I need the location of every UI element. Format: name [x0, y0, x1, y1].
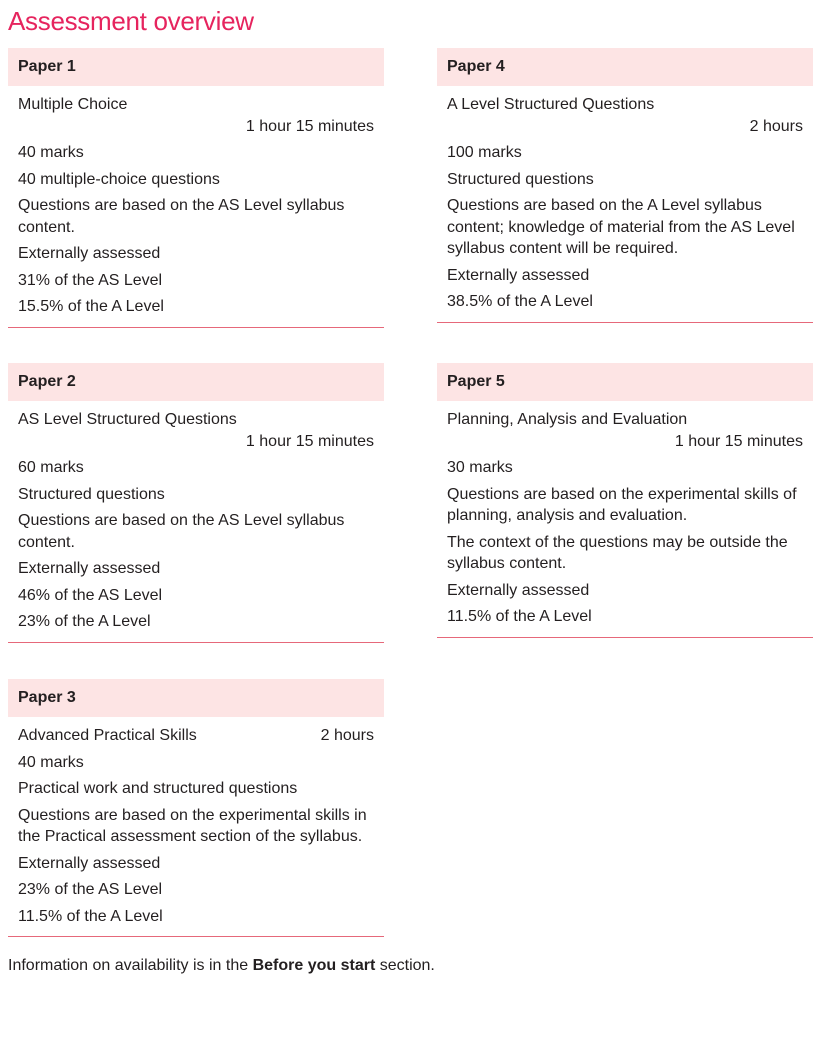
- paper-4-marks: 100 marks: [447, 144, 522, 161]
- paper-5-heading: Paper 5: [437, 363, 813, 401]
- page-title: Assessment overview: [8, 6, 254, 36]
- paper-3-format: Practical work and structured questions: [18, 780, 298, 797]
- paper-1-marks: 40 marks: [18, 144, 84, 161]
- paper-2-assessment: Externally assessed: [18, 560, 161, 577]
- paper-2-content: Questions are based on the AS Level syllabus content.: [18, 512, 345, 551]
- paper-4-a-weighting: 38.5% of the A Level: [447, 293, 593, 310]
- paper-5-name: Planning, Analysis and Evaluation: [447, 411, 688, 428]
- paper-2-marks: 60 marks: [18, 459, 84, 476]
- availability-footnote: [8, 957, 435, 975]
- paper-1-name: Multiple Choice: [18, 96, 128, 113]
- paper-4-card: [437, 48, 813, 323]
- paper-2-a-weighting: 23% of the A Level: [18, 613, 151, 630]
- footnote-text-after: section.: [375, 957, 435, 974]
- paper-4-name: A Level Structured Questions: [447, 96, 655, 113]
- paper-3-as-weighting: 23% of the AS Level: [18, 881, 163, 898]
- paper-5-context: The context of the questions may be outside the syllabus content.: [447, 533, 788, 572]
- paper-3-content: Questions are based on the experimental skills in the Practical assessment section of the syllabus.: [18, 806, 367, 845]
- paper-1-a-weighting: 15.5% of the A Level: [18, 298, 164, 315]
- paper-4-assessment: Externally assessed: [447, 266, 590, 284]
- paper-1-assessment: Externally assessed: [18, 245, 161, 262]
- paper-4-content: Questions are based on the A Level syllabus content; knowledge of material from the AS Level syllabus content will be required.: [447, 197, 795, 257]
- paper-3-a-weighting: 11.5% of the A Level: [18, 907, 163, 925]
- paper-5-card: [437, 363, 813, 638]
- footnote-text-before: Information on availability is in the: [8, 957, 253, 974]
- paper-1-content: Questions are based on the AS Level syllabus content.: [18, 197, 345, 236]
- paper-4-heading: Paper 4: [437, 48, 813, 86]
- paper-2-format: Structured questions: [18, 485, 165, 503]
- paper-1-duration: 1 hour 15 minutes: [245, 117, 374, 135]
- paper-1-heading: Paper 1: [8, 48, 384, 86]
- paper-2-heading: Paper 2: [8, 363, 384, 401]
- paper-3-card: [8, 679, 384, 937]
- paper-3-duration: 2 hours: [320, 727, 374, 744]
- paper-1-as-weighting: 31% of the AS Level: [18, 271, 163, 289]
- paper-5-marks: 30 marks: [447, 459, 513, 476]
- paper-1-format: 40 multiple-choice questions: [18, 170, 220, 188]
- paper-5-a-weighting: 11.5% of the A Level: [447, 608, 592, 625]
- paper-1-card: [8, 48, 384, 328]
- before-you-start-reference: Before you start: [252, 957, 376, 974]
- paper-5-content: Questions are based on the experimental skills of planning, analysis and evaluation.: [447, 485, 797, 524]
- paper-3-name: Advanced Practical Skills: [18, 727, 197, 744]
- paper-3-heading: Paper 3: [8, 679, 384, 717]
- paper-3-marks: 40 marks: [18, 753, 84, 771]
- paper-4-duration: 2 hours: [749, 117, 803, 135]
- paper-5-assessment: Externally assessed: [447, 581, 590, 599]
- paper-2-name: AS Level Structured Questions: [18, 411, 237, 428]
- paper-3-assessment: Externally assessed: [18, 854, 161, 872]
- paper-2-as-weighting: 46% of the AS Level: [18, 586, 163, 604]
- paper-5-duration: 1 hour 15 minutes: [674, 432, 803, 450]
- paper-2-card: [8, 363, 384, 643]
- paper-4-format: Structured questions: [447, 170, 594, 188]
- paper-2-duration: 1 hour 15 minutes: [245, 432, 374, 450]
